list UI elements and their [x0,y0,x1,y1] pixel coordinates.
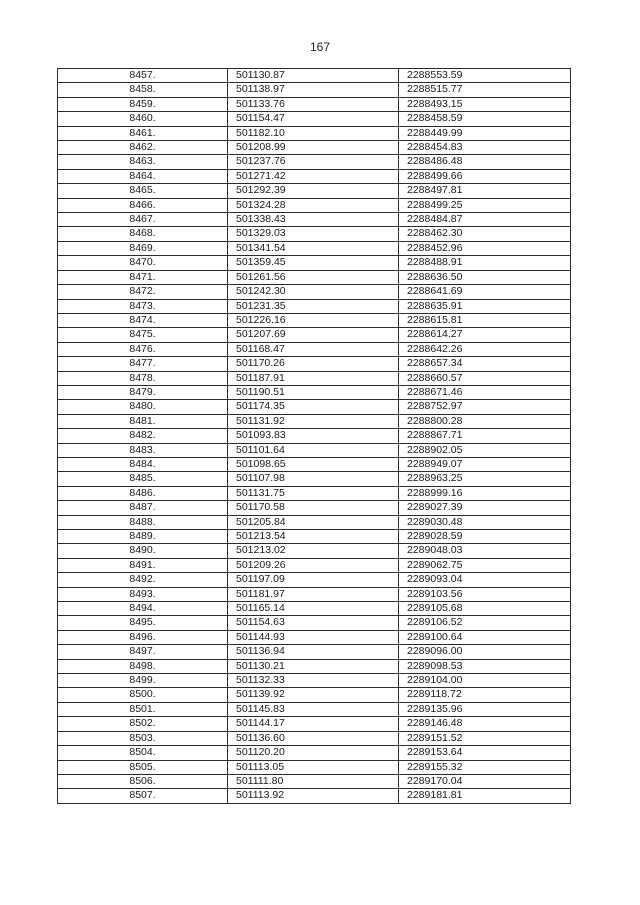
x-coordinate-cell: 501226.16 [228,313,399,327]
x-coordinate-cell: 501130.87 [228,69,399,83]
x-coordinate-cell: 501170.26 [228,357,399,371]
point-number-cell: 8461. [58,126,228,140]
x-coordinate-cell: 501341.54 [228,241,399,255]
table-row [58,169,571,183]
table-row [58,515,571,529]
x-coordinate-cell: 501197.09 [228,573,399,587]
y-coordinate-cell: 2288497.81 [399,184,571,198]
table-row [58,702,571,716]
table-row [58,731,571,745]
point-number-cell: 8504. [58,746,228,760]
table-row [58,659,571,673]
point-number-cell: 8495. [58,616,228,630]
point-number-cell: 8462. [58,141,228,155]
x-coordinate-cell: 501207.69 [228,328,399,342]
x-coordinate-cell: 501131.75 [228,486,399,500]
point-number-cell: 8458. [58,83,228,97]
y-coordinate-cell: 2288949.07 [399,457,571,471]
y-coordinate-cell: 2289093.04 [399,573,571,587]
x-coordinate-cell: 501098.65 [228,457,399,471]
point-number-cell: 8488. [58,515,228,529]
x-coordinate-cell: 501359.45 [228,256,399,270]
point-number-cell: 8484. [58,457,228,471]
y-coordinate-cell: 2288452.96 [399,241,571,255]
x-coordinate-cell: 501145.83 [228,702,399,716]
y-coordinate-cell: 2289153.64 [399,746,571,760]
point-number-cell: 8506. [58,774,228,788]
x-coordinate-cell: 501132.33 [228,674,399,688]
point-number-cell: 8505. [58,760,228,774]
point-number-cell: 8500. [58,688,228,702]
x-coordinate-cell: 501139.92 [228,688,399,702]
point-number-cell: 8478. [58,371,228,385]
table-row [58,443,571,457]
y-coordinate-cell: 2288902.05 [399,443,571,457]
y-coordinate-cell: 2289104.00 [399,674,571,688]
point-number-cell: 8494. [58,602,228,616]
point-number-cell: 8464. [58,169,228,183]
x-coordinate-cell: 501205.84 [228,515,399,529]
point-number-cell: 8498. [58,659,228,673]
table-row [58,429,571,443]
x-coordinate-cell: 501136.60 [228,731,399,745]
point-number-cell: 8463. [58,155,228,169]
y-coordinate-cell: 2289062.75 [399,558,571,572]
point-number-cell: 8499. [58,674,228,688]
point-number-cell: 8470. [58,256,228,270]
y-coordinate-cell: 2289048.03 [399,544,571,558]
table-row [58,241,571,255]
point-number-cell: 8493. [58,587,228,601]
table-row [58,126,571,140]
page-number: 167 [309,40,331,54]
x-coordinate-cell: 501154.63 [228,616,399,630]
x-coordinate-cell: 501144.17 [228,717,399,731]
y-coordinate-cell: 2288449.99 [399,126,571,140]
point-number-cell: 8466. [58,198,228,212]
y-coordinate-cell: 2288499.25 [399,198,571,212]
point-number-cell: 8477. [58,357,228,371]
y-coordinate-cell: 2289118.72 [399,688,571,702]
coordinates-table-body [58,69,571,804]
x-coordinate-cell: 501338.43 [228,213,399,227]
y-coordinate-cell: 2289030.48 [399,515,571,529]
table-row [58,544,571,558]
point-number-cell: 8476. [58,342,228,356]
table-row [58,385,571,399]
x-coordinate-cell: 501208.99 [228,141,399,155]
x-coordinate-cell: 501131.92 [228,414,399,428]
table-row [58,270,571,284]
table-row [58,630,571,644]
y-coordinate-cell: 2289100.64 [399,630,571,644]
x-coordinate-cell: 501170.58 [228,501,399,515]
y-coordinate-cell: 2289135.96 [399,702,571,716]
y-coordinate-cell: 2288462.30 [399,227,571,241]
y-coordinate-cell: 2288454.83 [399,141,571,155]
y-coordinate-cell: 2288499.66 [399,169,571,183]
table-row [58,486,571,500]
point-number-cell: 8483. [58,443,228,457]
y-coordinate-cell: 2289181.81 [399,789,571,803]
y-coordinate-cell: 2289106.52 [399,616,571,630]
x-coordinate-cell: 501136.94 [228,645,399,659]
x-coordinate-cell: 501213.54 [228,530,399,544]
x-coordinate-cell: 501174.35 [228,400,399,414]
y-coordinate-cell: 2289027.39 [399,501,571,515]
y-coordinate-cell: 2288657.34 [399,357,571,371]
x-coordinate-cell: 501231.35 [228,299,399,313]
point-number-cell: 8487. [58,501,228,515]
point-number-cell: 8465. [58,184,228,198]
table-row [58,328,571,342]
table-row [58,774,571,788]
x-coordinate-cell: 501292.39 [228,184,399,198]
y-coordinate-cell: 2288671.46 [399,385,571,399]
point-number-cell: 8469. [58,241,228,255]
y-coordinate-cell: 2289096.00 [399,645,571,659]
x-coordinate-cell: 501130.21 [228,659,399,673]
point-number-cell: 8471. [58,270,228,284]
x-coordinate-cell: 501209.26 [228,558,399,572]
x-coordinate-cell: 501182.10 [228,126,399,140]
y-coordinate-cell: 2288458.59 [399,112,571,126]
point-number-cell: 8491. [58,558,228,572]
point-number-cell: 8472. [58,285,228,299]
x-coordinate-cell: 501261.56 [228,270,399,284]
x-coordinate-cell: 501133.76 [228,97,399,111]
point-number-cell: 8485. [58,472,228,486]
table-row [58,414,571,428]
table-row [58,688,571,702]
table-row [58,573,571,587]
y-coordinate-cell: 2288635.91 [399,299,571,313]
y-coordinate-cell: 2288752.97 [399,400,571,414]
x-coordinate-cell: 501213.02 [228,544,399,558]
x-coordinate-cell: 501324.28 [228,198,399,212]
y-coordinate-cell: 2288493.15 [399,97,571,111]
table-row [58,645,571,659]
table-row [58,501,571,515]
x-coordinate-cell: 501113.05 [228,760,399,774]
point-number-cell: 8501. [58,702,228,716]
table-row [58,457,571,471]
table-row [58,184,571,198]
point-number-cell: 8475. [58,328,228,342]
point-number-cell: 8486. [58,486,228,500]
table-row [58,558,571,572]
table-row [58,674,571,688]
y-coordinate-cell: 2288963.25 [399,472,571,486]
table-row [58,717,571,731]
point-number-cell: 8482. [58,429,228,443]
point-number-cell: 8481. [58,414,228,428]
point-number-cell: 8474. [58,313,228,327]
coordinates-table [57,68,571,804]
x-coordinate-cell: 501111.80 [228,774,399,788]
y-coordinate-cell: 2288800.28 [399,414,571,428]
point-number-cell: 8473. [58,299,228,313]
y-coordinate-cell: 2288999.16 [399,486,571,500]
y-coordinate-cell: 2288614.27 [399,328,571,342]
point-number-cell: 8480. [58,400,228,414]
table-row [58,198,571,212]
point-number-cell: 8496. [58,630,228,644]
x-coordinate-cell: 501144.93 [228,630,399,644]
table-row [58,155,571,169]
x-coordinate-cell: 501120.20 [228,746,399,760]
table-row [58,83,571,97]
table-row [58,112,571,126]
table-row [58,400,571,414]
x-coordinate-cell: 501242.30 [228,285,399,299]
point-number-cell: 8479. [58,385,228,399]
y-coordinate-cell: 2288642.26 [399,342,571,356]
table-row [58,602,571,616]
y-coordinate-cell: 2288636.50 [399,270,571,284]
x-coordinate-cell: 501237.76 [228,155,399,169]
point-number-cell: 8492. [58,573,228,587]
y-coordinate-cell: 2288515.77 [399,83,571,97]
table-row [58,97,571,111]
x-coordinate-cell: 501165.14 [228,602,399,616]
y-coordinate-cell: 2289103.56 [399,587,571,601]
y-coordinate-cell: 2288484.87 [399,213,571,227]
point-number-cell: 8507. [58,789,228,803]
y-coordinate-cell: 2289170.04 [399,774,571,788]
x-coordinate-cell: 501138.97 [228,83,399,97]
table-row [58,313,571,327]
y-coordinate-cell: 2288641.69 [399,285,571,299]
x-coordinate-cell: 501181.97 [228,587,399,601]
x-coordinate-cell: 501187.91 [228,371,399,385]
point-number-cell: 8460. [58,112,228,126]
x-coordinate-cell: 501093.83 [228,429,399,443]
table-row [58,227,571,241]
point-number-cell: 8457. [58,69,228,83]
y-coordinate-cell: 2289028.59 [399,530,571,544]
table-row [58,299,571,313]
table-row [58,213,571,227]
point-number-cell: 8490. [58,544,228,558]
point-number-cell: 8467. [58,213,228,227]
table-row [58,357,571,371]
y-coordinate-cell: 2289151.52 [399,731,571,745]
y-coordinate-cell: 2289146.48 [399,717,571,731]
x-coordinate-cell: 501271.42 [228,169,399,183]
table-row [58,616,571,630]
point-number-cell: 8503. [58,731,228,745]
x-coordinate-cell: 501113.92 [228,789,399,803]
y-coordinate-cell: 2288615.81 [399,313,571,327]
table-row [58,285,571,299]
table-row [58,746,571,760]
table-row [58,256,571,270]
table-row [58,760,571,774]
point-number-cell: 8459. [58,97,228,111]
y-coordinate-cell: 2288486.48 [399,155,571,169]
table-row [58,371,571,385]
table-row [58,472,571,486]
table-row [58,789,571,803]
x-coordinate-cell: 501168.47 [228,342,399,356]
point-number-cell: 8468. [58,227,228,241]
x-coordinate-cell: 501190.51 [228,385,399,399]
y-coordinate-cell: 2288867.71 [399,429,571,443]
table-row [58,69,571,83]
y-coordinate-cell: 2288488.91 [399,256,571,270]
point-number-cell: 8497. [58,645,228,659]
y-coordinate-cell: 2289105.68 [399,602,571,616]
table-row [58,530,571,544]
table-row [58,587,571,601]
x-coordinate-cell: 501101.64 [228,443,399,457]
point-number-cell: 8502. [58,717,228,731]
table-row [58,141,571,155]
point-number-cell: 8489. [58,530,228,544]
y-coordinate-cell: 2288553.59 [399,69,571,83]
y-coordinate-cell: 2288660.57 [399,371,571,385]
y-coordinate-cell: 2289098.53 [399,659,571,673]
y-coordinate-cell: 2289155.32 [399,760,571,774]
x-coordinate-cell: 501154.47 [228,112,399,126]
x-coordinate-cell: 501329.03 [228,227,399,241]
x-coordinate-cell: 501107.98 [228,472,399,486]
table-row [58,342,571,356]
